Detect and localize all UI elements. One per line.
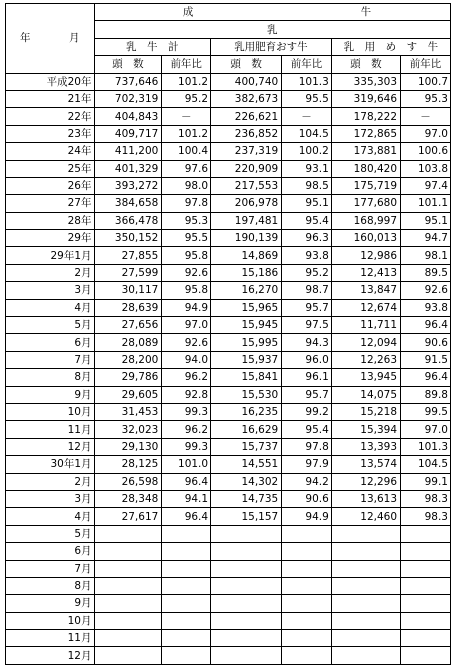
table-row (6, 334, 451, 351)
yoy-cell: 95.2 (282, 264, 332, 281)
yoy-cell: 90.6 (282, 490, 332, 507)
head-count-cell: 172,865 (331, 125, 400, 142)
row-label: 4月 (6, 508, 95, 525)
head-count-cell: 14,551 (211, 456, 282, 473)
yoy-cell (282, 577, 332, 594)
row-label: 10月 (6, 403, 95, 420)
head-count-cell: 178,222 (331, 108, 400, 125)
row-label: 12月 (6, 647, 95, 664)
head-count-cell: 15,995 (211, 334, 282, 351)
yoy-cell (282, 525, 332, 542)
head-count-cell: 15,965 (211, 299, 282, 316)
yoy-cell: 93.1 (282, 160, 332, 177)
head-count-cell: 15,737 (211, 438, 282, 455)
yoy-cell: 96.2 (162, 421, 211, 438)
table-row (6, 456, 451, 473)
head-count-cell: 31,453 (94, 403, 162, 420)
row-label: 3月 (6, 282, 95, 299)
head-count-cell: 393,272 (94, 177, 162, 194)
row-label: 12月 (6, 438, 95, 455)
head-count-cell: 197,481 (211, 212, 282, 229)
yoy-cell (282, 630, 332, 647)
table-row (6, 160, 451, 177)
yoy-cell: 100.2 (282, 143, 332, 160)
table-row (6, 490, 451, 507)
table-row (6, 473, 451, 490)
row-label: 30年1月 (6, 456, 95, 473)
yoy-cell: 96.4 (401, 369, 451, 386)
table-row (6, 595, 451, 612)
table-row (6, 612, 451, 629)
row-label: 21年 (6, 90, 95, 107)
yoy-cell: 95.4 (282, 212, 332, 229)
year-month-header: 年 月 (6, 4, 95, 74)
row-label: 11月 (6, 630, 95, 647)
head-count-cell: 175,719 (331, 177, 400, 194)
head-count-cell: 14,735 (211, 490, 282, 507)
yoy-cell: 97.0 (162, 317, 211, 334)
yoy-cell (282, 560, 332, 577)
yoy-cell: 104.5 (401, 456, 451, 473)
table-row (6, 386, 451, 403)
yoy-cell: 96.4 (162, 473, 211, 490)
yoy-cell (401, 612, 451, 629)
head-count-cell: 11,711 (331, 317, 400, 334)
head-count-cell: 14,075 (331, 386, 400, 403)
row-label: 26年 (6, 177, 95, 194)
head-count-cell: 350,152 (94, 230, 162, 247)
head-count-cell (331, 612, 400, 629)
row-label: 7月 (6, 560, 95, 577)
yoy-cell: 96.2 (162, 369, 211, 386)
head-count-cell: 15,157 (211, 508, 282, 525)
yoy-cell: 94.9 (162, 299, 211, 316)
table-row (6, 247, 451, 264)
yoy-cell: 93.8 (401, 299, 451, 316)
yoy-cell: 101.2 (162, 125, 211, 142)
yoy-cell: 100.6 (401, 143, 451, 160)
yoy-cell: 104.5 (282, 125, 332, 142)
row-label: 8月 (6, 369, 95, 386)
yoy-cell: 98.0 (162, 177, 211, 194)
head-count-cell: 226,621 (211, 108, 282, 125)
adult-header-left: 成 (94, 4, 282, 21)
head-count-cell: 27,656 (94, 317, 162, 334)
head-count-cell: 30,117 (94, 282, 162, 299)
head-count-cell: 173,881 (331, 143, 400, 160)
row-label: 7月 (6, 351, 95, 368)
yoy-cell: 97.8 (162, 195, 211, 212)
row-label: 3月 (6, 490, 95, 507)
yoy-cell: － (282, 108, 332, 125)
head-count-cell: 382,673 (211, 90, 282, 107)
head-count-cell (211, 577, 282, 594)
head-count-cell (94, 525, 162, 542)
head-count-cell: 400,740 (211, 73, 282, 90)
head-count-cell: 12,413 (331, 264, 400, 281)
yoy-cell: 95.3 (162, 212, 211, 229)
head-count-cell (331, 525, 400, 542)
head-count-cell: 15,218 (331, 403, 400, 420)
head-count-cell: 15,530 (211, 386, 282, 403)
row-label: 23年 (6, 125, 95, 142)
head-count-cell: 319,646 (331, 90, 400, 107)
yoy-cell (401, 560, 451, 577)
head-count-header: 頭 数 (211, 56, 282, 73)
head-count-cell: 737,646 (94, 73, 162, 90)
yoy-cell: 92.6 (162, 334, 211, 351)
row-label: 平成20年 (6, 73, 95, 90)
head-count-cell (211, 630, 282, 647)
yoy-cell: 97.0 (401, 125, 451, 142)
yoy-cell (401, 630, 451, 647)
head-count-cell: 15,394 (331, 421, 400, 438)
head-count-cell: 401,329 (94, 160, 162, 177)
table-row (6, 264, 451, 281)
head-count-cell: 28,200 (94, 351, 162, 368)
table-row (6, 108, 451, 125)
yoy-cell: 101.1 (401, 195, 451, 212)
head-count-cell: 12,986 (331, 247, 400, 264)
head-count-cell: 335,303 (331, 73, 400, 90)
yoy-cell: 103.8 (401, 160, 451, 177)
yoy-cell: 97.8 (282, 438, 332, 455)
head-count-cell (331, 595, 400, 612)
yoy-cell: 101.3 (282, 73, 332, 90)
head-count-cell: 28,639 (94, 299, 162, 316)
row-label: 29年1月 (6, 247, 95, 264)
table-row (6, 125, 451, 142)
yoy-cell: 93.8 (282, 247, 332, 264)
row-label: 6月 (6, 334, 95, 351)
table-row (6, 577, 451, 594)
yoy-cell: 89.8 (401, 386, 451, 403)
yoy-cell: 89.5 (401, 264, 451, 281)
head-count-cell (331, 560, 400, 577)
head-count-cell: 12,094 (331, 334, 400, 351)
head-count-cell: 16,270 (211, 282, 282, 299)
head-count-cell: 190,139 (211, 230, 282, 247)
yoy-cell: 98.3 (401, 490, 451, 507)
yoy-cell: 98.5 (282, 177, 332, 194)
yoy-cell: 92.6 (401, 282, 451, 299)
head-count-cell (211, 560, 282, 577)
yoy-cell: 99.2 (282, 403, 332, 420)
yoy-cell (162, 577, 211, 594)
yoy-cell (162, 543, 211, 560)
head-count-cell: 411,200 (94, 143, 162, 160)
yoy-cell (162, 560, 211, 577)
yoy-header: 前年比 (401, 56, 451, 73)
head-count-cell: 27,599 (94, 264, 162, 281)
head-count-cell: 15,945 (211, 317, 282, 334)
yoy-cell: 97.9 (282, 456, 332, 473)
yoy-cell: 97.4 (401, 177, 451, 194)
head-count-cell (94, 595, 162, 612)
head-count-cell: 180,420 (331, 160, 400, 177)
head-count-cell: 28,089 (94, 334, 162, 351)
table-row (6, 438, 451, 455)
head-count-cell: 14,869 (211, 247, 282, 264)
head-count-cell: 168,997 (331, 212, 400, 229)
yoy-cell: 95.4 (282, 421, 332, 438)
table-row (6, 230, 451, 247)
yoy-cell: 92.8 (162, 386, 211, 403)
head-count-cell: 16,235 (211, 403, 282, 420)
head-count-cell: 366,478 (94, 212, 162, 229)
yoy-cell: 90.6 (401, 334, 451, 351)
yoy-cell: 101.0 (162, 456, 211, 473)
row-label: 25年 (6, 160, 95, 177)
yoy-cell (401, 577, 451, 594)
yoy-cell: 94.0 (162, 351, 211, 368)
yoy-cell (282, 543, 332, 560)
table-row (6, 421, 451, 438)
yoy-cell: 95.1 (401, 212, 451, 229)
yoy-cell: 96.4 (162, 508, 211, 525)
head-count-cell: 28,125 (94, 456, 162, 473)
head-count-header: 頭 数 (331, 56, 400, 73)
row-label: 5月 (6, 525, 95, 542)
yoy-cell: 95.2 (162, 90, 211, 107)
yoy-cell (282, 595, 332, 612)
row-label: 9月 (6, 386, 95, 403)
table-row (6, 212, 451, 229)
adult-header-right: 牛 (282, 4, 451, 21)
row-label: 6月 (6, 543, 95, 560)
row-label: 10月 (6, 612, 95, 629)
row-label: 9月 (6, 595, 95, 612)
head-count-cell (331, 577, 400, 594)
yoy-cell: 99.3 (162, 438, 211, 455)
yoy-cell: 96.1 (282, 369, 332, 386)
head-count-cell (211, 543, 282, 560)
head-count-cell: 13,945 (331, 369, 400, 386)
yoy-header: 前年比 (162, 56, 211, 73)
yoy-cell (401, 595, 451, 612)
table-row (6, 317, 451, 334)
yoy-cell: － (401, 108, 451, 125)
yoy-cell: 98.1 (401, 247, 451, 264)
yoy-cell: 97.0 (401, 421, 451, 438)
col-fattening-header: 乳用肥育おす牛 (211, 38, 332, 55)
row-label: 2月 (6, 264, 95, 281)
head-count-cell: 29,605 (94, 386, 162, 403)
row-label: 22年 (6, 108, 95, 125)
head-count-header: 頭 数 (94, 56, 162, 73)
head-count-cell: 13,393 (331, 438, 400, 455)
yoy-cell: 94.2 (282, 473, 332, 490)
yoy-cell: 101.2 (162, 73, 211, 90)
head-count-cell: 12,296 (331, 473, 400, 490)
yoy-cell: 96.3 (282, 230, 332, 247)
head-count-cell: 13,847 (331, 282, 400, 299)
head-count-cell: 13,613 (331, 490, 400, 507)
table-row (6, 90, 451, 107)
yoy-cell (282, 612, 332, 629)
yoy-cell: 95.7 (282, 299, 332, 316)
table-row (6, 195, 451, 212)
yoy-cell: 95.5 (162, 230, 211, 247)
yoy-cell: 94.1 (162, 490, 211, 507)
head-count-cell: 177,680 (331, 195, 400, 212)
table-row (6, 543, 451, 560)
head-count-cell: 16,629 (211, 421, 282, 438)
row-label: 11月 (6, 421, 95, 438)
yoy-cell: － (162, 108, 211, 125)
head-count-cell (94, 630, 162, 647)
head-count-cell (331, 630, 400, 647)
table-row (6, 177, 451, 194)
yoy-cell: 96.4 (401, 317, 451, 334)
yoy-cell: 96.0 (282, 351, 332, 368)
table-row (6, 282, 451, 299)
table-row (6, 560, 451, 577)
head-count-cell: 217,553 (211, 177, 282, 194)
dairy-cattle-slaughter-table (5, 3, 451, 665)
head-count-cell: 12,263 (331, 351, 400, 368)
yoy-cell: 95.8 (162, 282, 211, 299)
yoy-cell: 94.7 (401, 230, 451, 247)
yoy-cell: 95.3 (401, 90, 451, 107)
head-count-cell: 28,348 (94, 490, 162, 507)
yoy-cell: 99.5 (401, 403, 451, 420)
yoy-cell: 98.7 (282, 282, 332, 299)
row-label: 8月 (6, 577, 95, 594)
yoy-cell: 100.4 (162, 143, 211, 160)
head-count-cell: 220,909 (211, 160, 282, 177)
head-count-cell: 29,786 (94, 369, 162, 386)
yoy-cell (162, 612, 211, 629)
head-count-cell: 15,937 (211, 351, 282, 368)
head-count-cell: 27,855 (94, 247, 162, 264)
yoy-cell: 101.3 (401, 438, 451, 455)
yoy-cell (401, 525, 451, 542)
row-label: 27年 (6, 195, 95, 212)
head-count-cell (94, 577, 162, 594)
head-count-cell: 384,658 (94, 195, 162, 212)
dairy-header: 乳 (94, 21, 451, 38)
table-row (6, 351, 451, 368)
head-count-cell: 29,130 (94, 438, 162, 455)
head-count-cell: 237,319 (211, 143, 282, 160)
yoy-cell: 99.1 (401, 473, 451, 490)
col-female-header: 乳 用 め す 牛 (331, 38, 450, 55)
yoy-cell: 92.6 (162, 264, 211, 281)
table-row (6, 299, 451, 316)
head-count-cell (211, 595, 282, 612)
head-count-cell (211, 525, 282, 542)
head-count-cell: 409,717 (94, 125, 162, 142)
yoy-cell: 95.8 (162, 247, 211, 264)
table-row (6, 630, 451, 647)
table-row (6, 143, 451, 160)
row-label: 24年 (6, 143, 95, 160)
head-count-cell: 32,023 (94, 421, 162, 438)
yoy-cell (401, 543, 451, 560)
head-count-cell: 236,852 (211, 125, 282, 142)
head-count-cell: 12,674 (331, 299, 400, 316)
head-count-cell: 27,617 (94, 508, 162, 525)
head-count-cell (211, 612, 282, 629)
row-label: 28年 (6, 212, 95, 229)
head-count-cell (94, 543, 162, 560)
yoy-cell: 94.9 (282, 508, 332, 525)
head-count-cell: 15,186 (211, 264, 282, 281)
yoy-cell: 95.5 (282, 90, 332, 107)
row-label: 5月 (6, 317, 95, 334)
head-count-cell: 14,302 (211, 473, 282, 490)
yoy-cell: 91.5 (401, 351, 451, 368)
head-count-cell: 160,013 (331, 230, 400, 247)
table-row (6, 369, 451, 386)
head-count-cell: 15,841 (211, 369, 282, 386)
table-row (6, 525, 451, 542)
yoy-cell: 94.3 (282, 334, 332, 351)
table-row (6, 508, 451, 525)
head-count-cell (94, 560, 162, 577)
head-count-cell: 702,319 (94, 90, 162, 107)
yoy-cell: 97.5 (282, 317, 332, 334)
yoy-cell: 99.3 (162, 403, 211, 420)
yoy-cell: 100.7 (401, 73, 451, 90)
yoy-cell: 95.1 (282, 195, 332, 212)
head-count-cell: 12,460 (331, 508, 400, 525)
yoy-cell (162, 595, 211, 612)
head-count-cell: 26,598 (94, 473, 162, 490)
table-row (6, 73, 451, 90)
table-row (6, 403, 451, 420)
head-count-cell: 206,978 (211, 195, 282, 212)
row-label: 4月 (6, 299, 95, 316)
row-label: 29年 (6, 230, 95, 247)
col-dairy-total-header: 乳 牛 計 (94, 38, 211, 55)
head-count-cell (331, 543, 400, 560)
head-count-cell: 13,574 (331, 456, 400, 473)
yoy-cell: 98.3 (401, 508, 451, 525)
row-label: 2月 (6, 473, 95, 490)
yoy-cell (162, 630, 211, 647)
head-count-cell (94, 612, 162, 629)
head-count-cell: 404,843 (94, 108, 162, 125)
yoy-cell: 95.7 (282, 386, 332, 403)
yoy-cell: 97.6 (162, 160, 211, 177)
yoy-header: 前年比 (282, 56, 332, 73)
yoy-cell (162, 525, 211, 542)
